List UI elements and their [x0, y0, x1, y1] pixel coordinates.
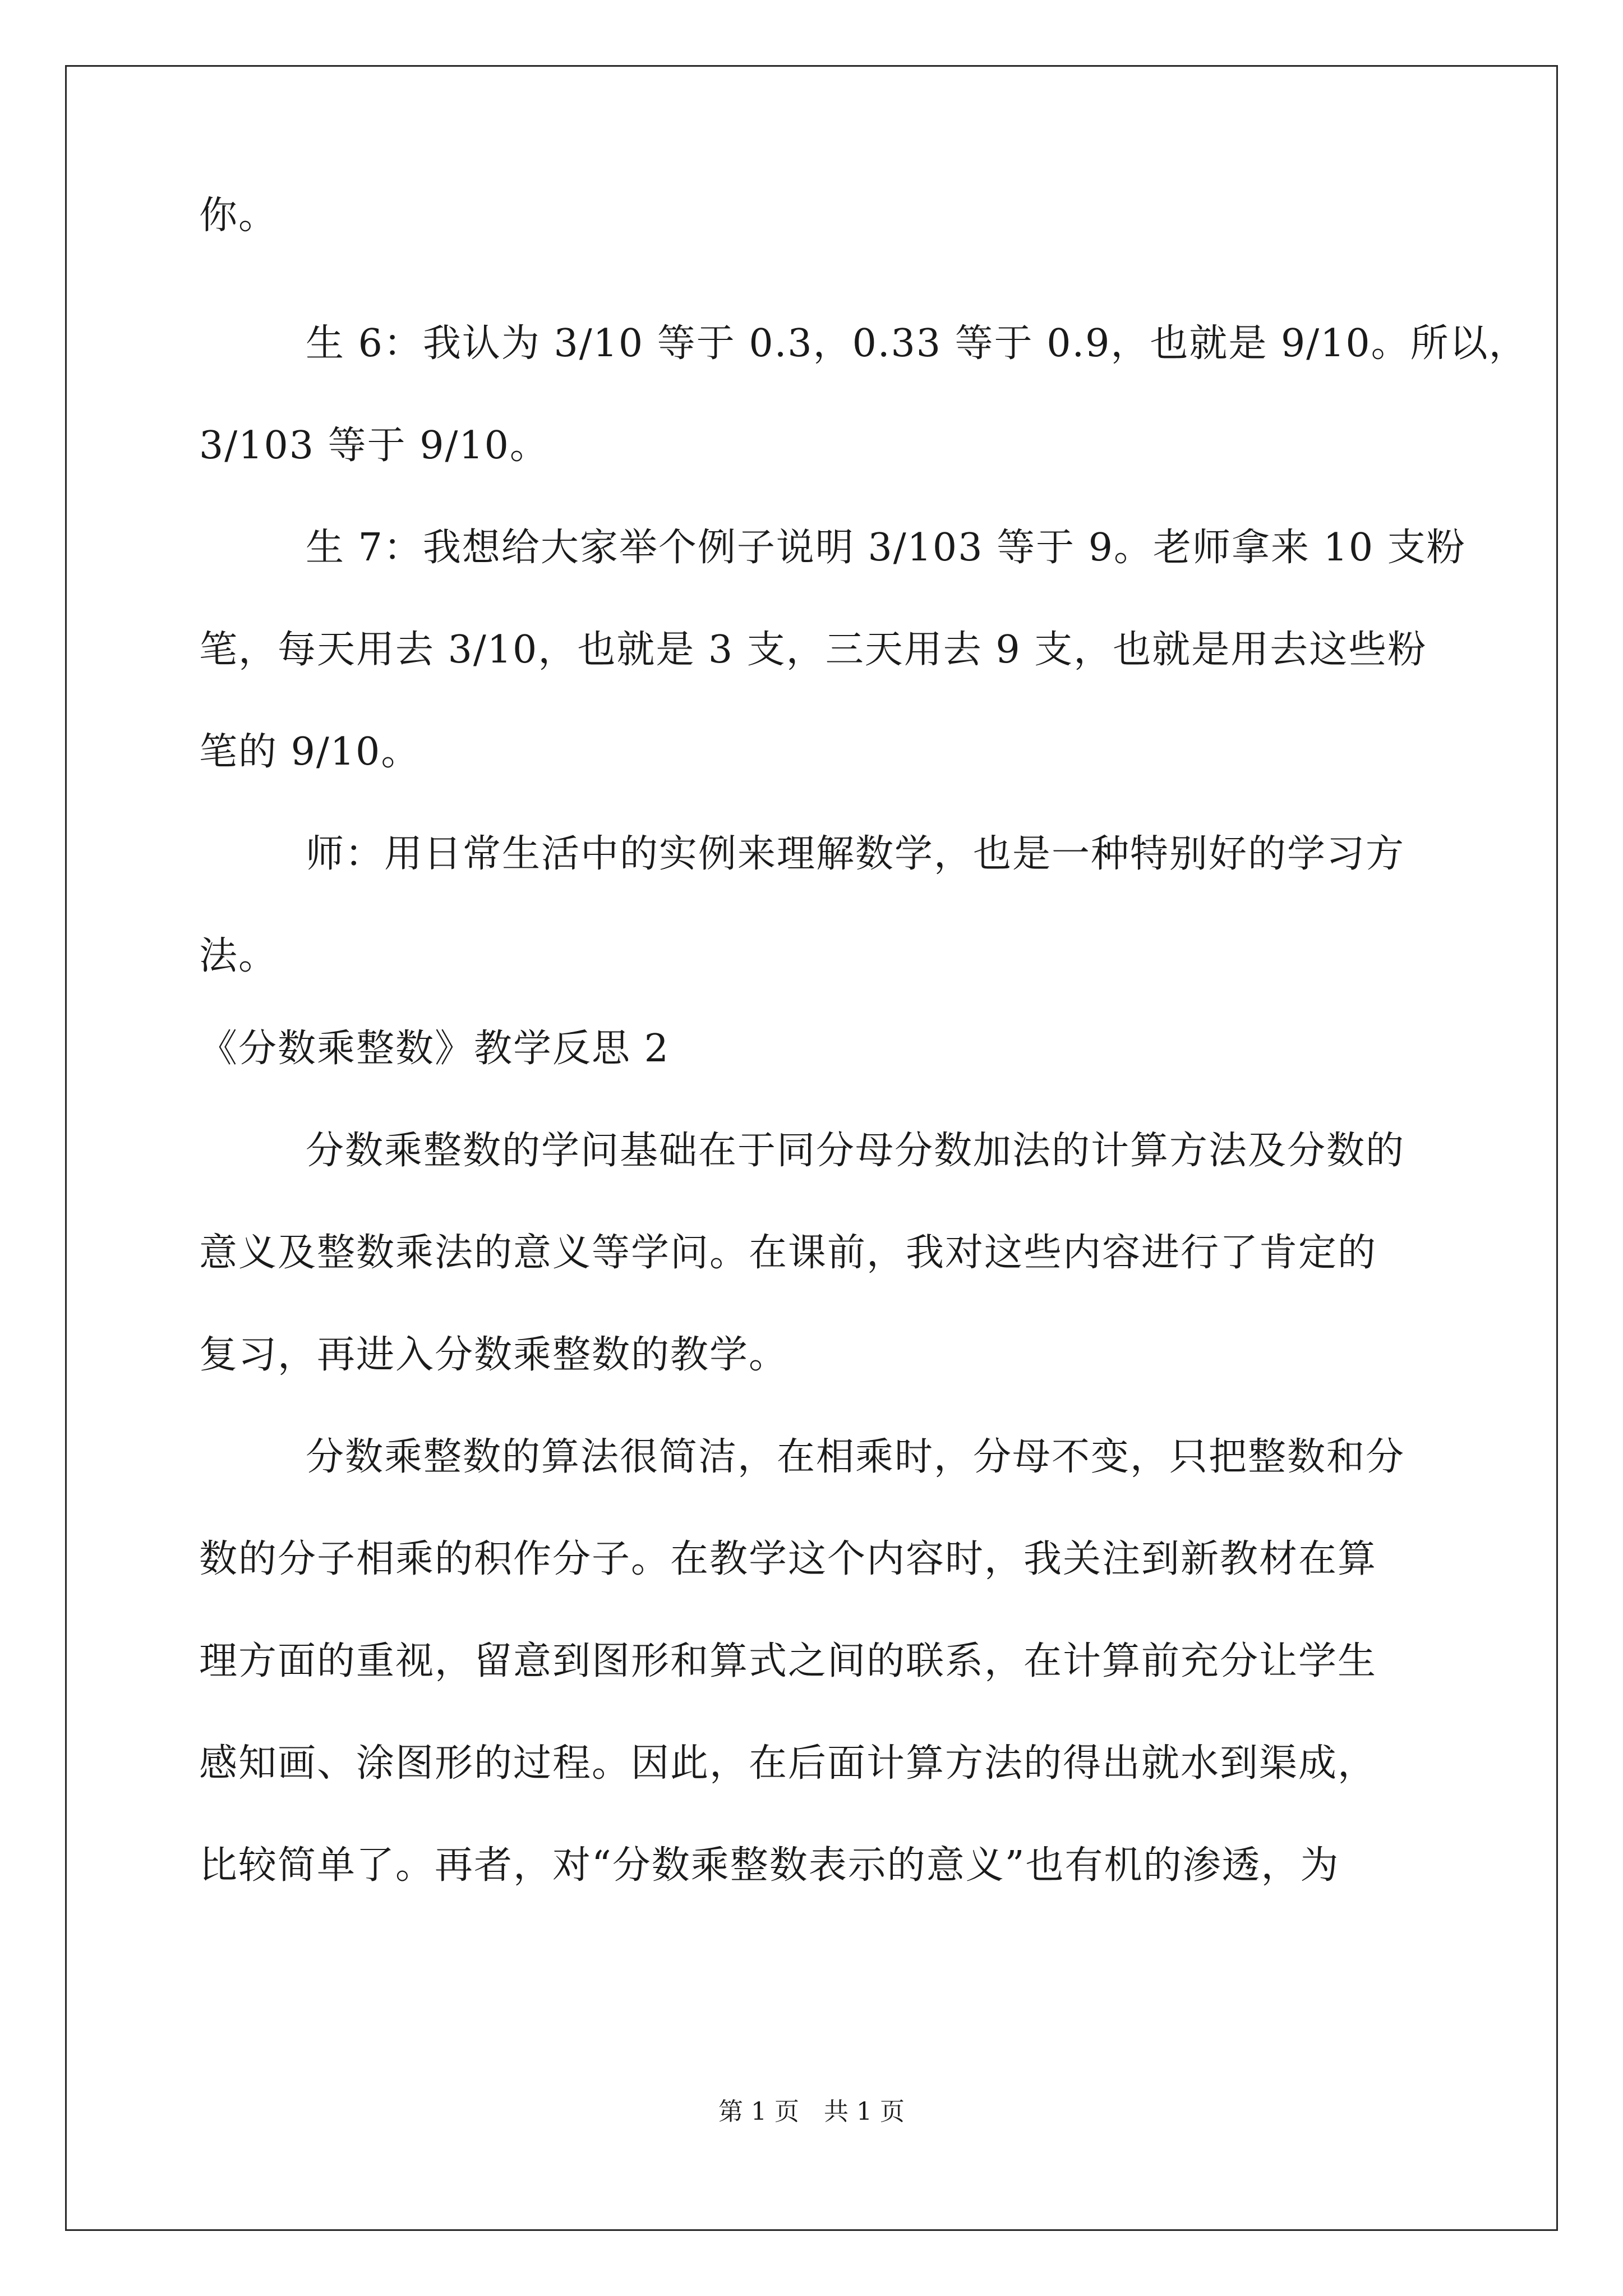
- text-line: 生 7：我想给大家举个例子说明 3/103 等于 9。老师拿来 10 支粉: [266, 526, 1466, 570]
- text-line: 感知画、涂图形的过程。因此，在后面计算方法的得出就水到渠成，: [199, 1741, 1377, 1786]
- text-line: 3/103 等于 9/10。: [199, 424, 549, 468]
- text-line: 数的分子相乘的积作分子。在教学这个内容时，我关注到新教材在算: [199, 1537, 1377, 1581]
- text-line: 比较简单了。再者，对“分数乘整数表示的意义”也有机的渗透，为: [199, 1843, 1340, 1888]
- page-footer: 第 1 页 共 1 页: [718, 2097, 905, 2126]
- text-line: 意义及整数乘法的意义等学问。在课前，我对这些内容进行了肯定的: [199, 1231, 1377, 1275]
- text-line: 法。: [199, 934, 278, 978]
- text-line: 复习，再进入分数乘整数的教学。: [199, 1333, 789, 1377]
- text-line: 理方面的重视，留意到图形和算式之间的联系，在计算前充分让学生: [199, 1639, 1377, 1683]
- text-line: 笔的 9/10。: [199, 730, 421, 774]
- text-line: 生 6：我认为 3/10 等于 0.3，0.33 等于 0.9，也就是 9/10。所以，: [266, 321, 1528, 366]
- text-line: 分数乘整数的算法很简洁，在相乘时，分母不变，只把整数和分: [266, 1435, 1405, 1479]
- section-heading: 《分数乘整数》教学反思 2: [199, 1027, 670, 1071]
- text-line: 分数乘整数的学问基础在于同分母分数加法的计算方法及分数的: [266, 1129, 1405, 1173]
- text-line: 笔，每天用去 3/10，也就是 3 支，三天用去 9 支，也就是用去这些粉: [199, 628, 1427, 672]
- text-line: 师：用日常生活中的实例来理解数学，也是一种特别好的学习方: [266, 832, 1405, 876]
- text-line: 你。: [199, 194, 278, 238]
